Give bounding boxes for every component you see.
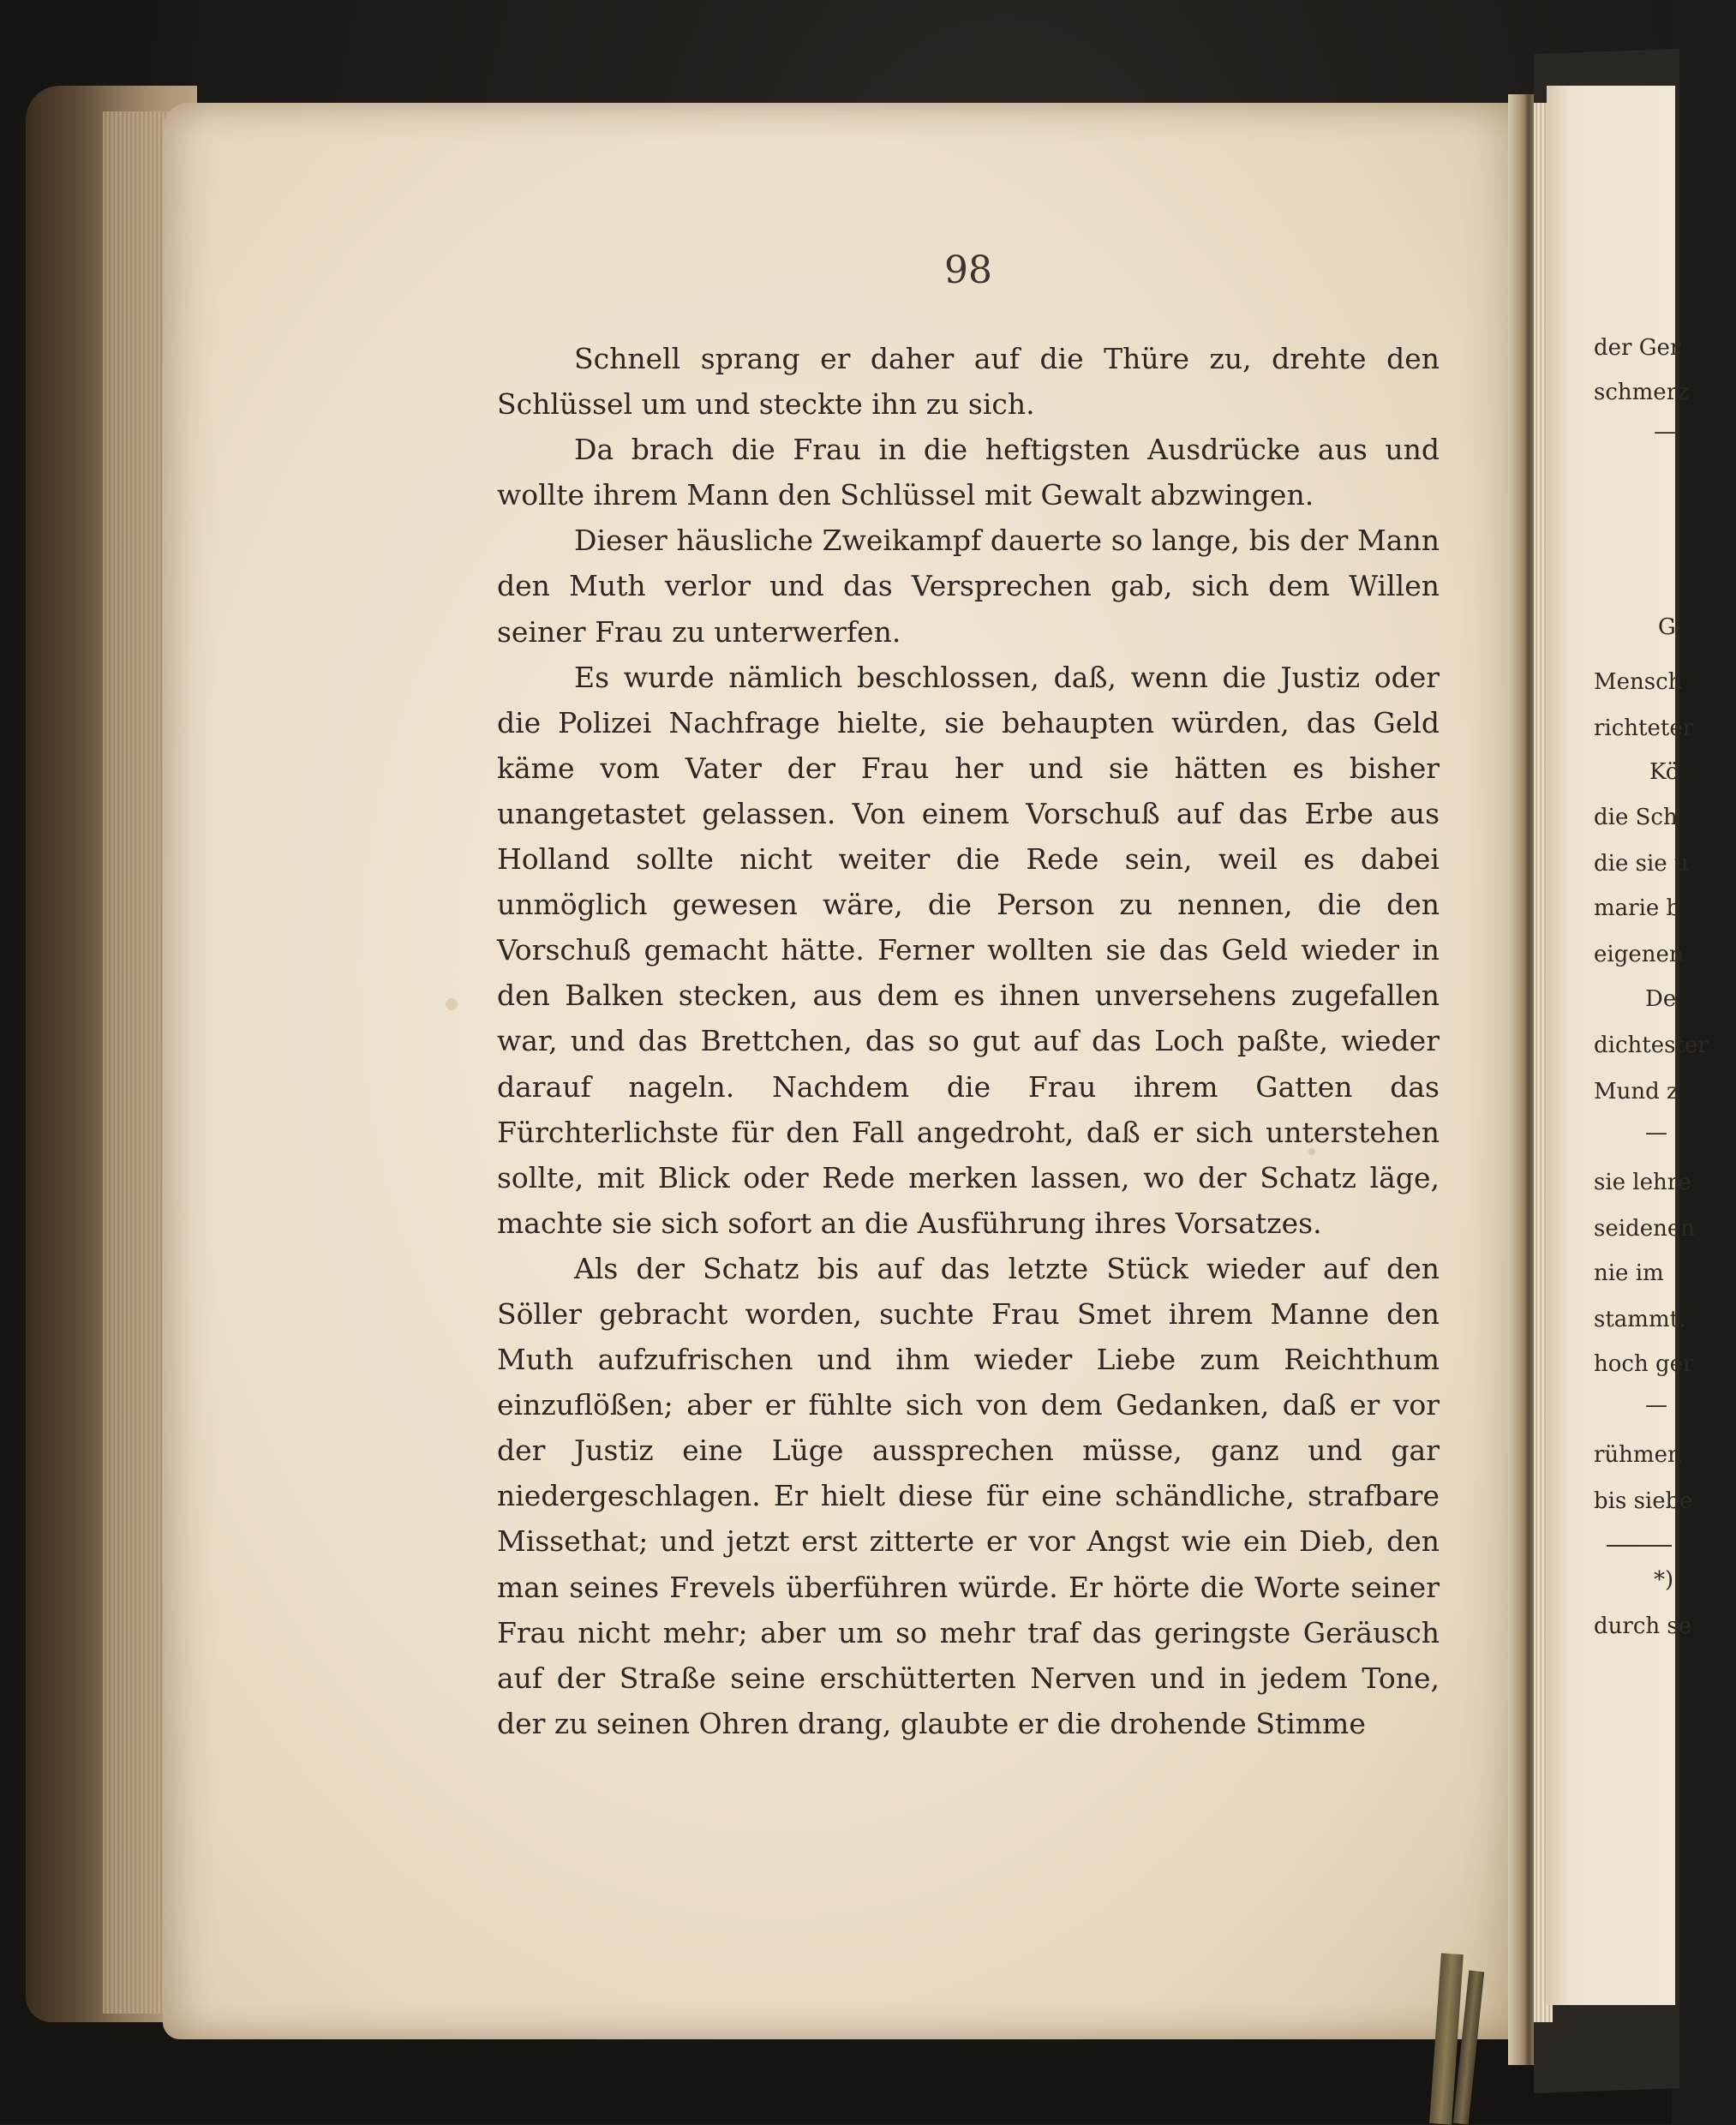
right-page-fragment: eigenen [1594,942,1684,967]
right-page-fragment: die sie u [1594,851,1689,877]
right-page-fragment: die Sch [1594,805,1678,830]
paragraph: Dieser häusliche Zweikampf dauerte so lange, bis der Mann den Muth verlor und das Versprechen gab, sich dem Willen seiner Frau zu unterwerfen. [497,524,1440,649]
paragraph: Schnell sprang er daher auf die Thüre zu, drehte den Schlüssel um und steckte ihn zu sich. [497,342,1440,422]
right-page-fragment: — [1654,419,1676,445]
paragraph: Es wurde nämlich beschlossen, daß, wenn die Justiz oder die Polizei Nachfrage hielte, sie behaupten würden, das Geld käme vom Vater der Frau her und sie hätten es bisher unangetastet gelassen. Von einem Vorschuß auf das Erbe aus Holland sollte nicht weiter die Rede sein, weil es dabei unmöglich gewesen wäre, die Person zu nennen, die den Vorschuß gemacht hätte. Ferner wollten sie das Geld wieder in den Balken stecken, aus dem es ihnen unversehens zugefallen war, und das Brettchen, das so gut auf das Loch paßte, wieder darauf nageln. Nachdem die Frau ihrem Gatten das Fürchterlichste für den Fall angedroht, daß er sich unterstehen sollte, mit Blick oder Rede merken lassen, wo der Schatz läge, machte sie sich sofort an die Ausführung ihres Vorsatzes. [497,660,1440,1240]
right-page-fragment: marie b [1594,895,1681,921]
right-page-fragment: hoch ger [1594,1351,1694,1377]
page-text [497,336,1440,1746]
right-page-fragment: durch se [1594,1613,1692,1639]
right-page-fragment: der Ger [1594,335,1681,361]
right-page-fragment: — [1645,1392,1667,1418]
right-page-fragment: Kö [1649,759,1679,785]
right-page-fragment: nie im [1594,1260,1664,1286]
ink-spot [446,998,458,1010]
right-page-fragment: bis siebe [1594,1488,1693,1514]
right-page-fragment: De [1645,986,1677,1012]
footnote-rule [1607,1545,1672,1547]
right-page-fragment: schmerz [1594,380,1689,405]
right-page-fragment: Mund z [1594,1079,1679,1104]
right-page-fragment: sie lehre [1594,1170,1691,1195]
paragraph: Da brach die Frau in die heftigsten Ausdrücke aus und wollte ihrem Mann den Schlüssel mit Gewalt abzwingen. [497,433,1440,512]
right-page-fragment: Mensch [1594,669,1683,695]
right-page-fragment: richteter [1594,715,1694,741]
right-page-fragment: dichtester [1594,1033,1709,1058]
paragraph: Als der Schatz bis auf das letzte Stück wieder auf den Söller gebracht worden, suchte Frau Smet ihrem Manne den Muth aufzufrischen und ihm wieder Liebe zum Reichthum einzuflößen; aber er fühlte sich von dem Gedanken, daß er vor der Justiz eine Lüge aussprechen müsse, ganz und gar niedergeschlagen. Er hielt diese für eine schändliche, strafbare Missethat; und jetzt erst zitterte er vor Angst wie ein Dieb, den man seines Frevels überführen würde. Er hörte die Worte seiner Frau nicht mehr; aber um so mehr traf das geringste Geräusch auf der Straße seine erschütterten Nerven und in jedem Tone, der zu seinen Ohren drang, glaubte er die drohende Stimme [497,1251,1440,1740]
right-page-fragment: rühmen [1594,1442,1682,1468]
right-page-fragment: — [1645,1120,1667,1146]
page-number: 98 [944,248,992,292]
right-page-fragment: stammt. [1594,1307,1686,1332]
right-page-fragment: G [1658,614,1676,640]
right-page-fragment: seidenen [1594,1216,1695,1242]
right-page-fragment: *) [1654,1567,1674,1593]
